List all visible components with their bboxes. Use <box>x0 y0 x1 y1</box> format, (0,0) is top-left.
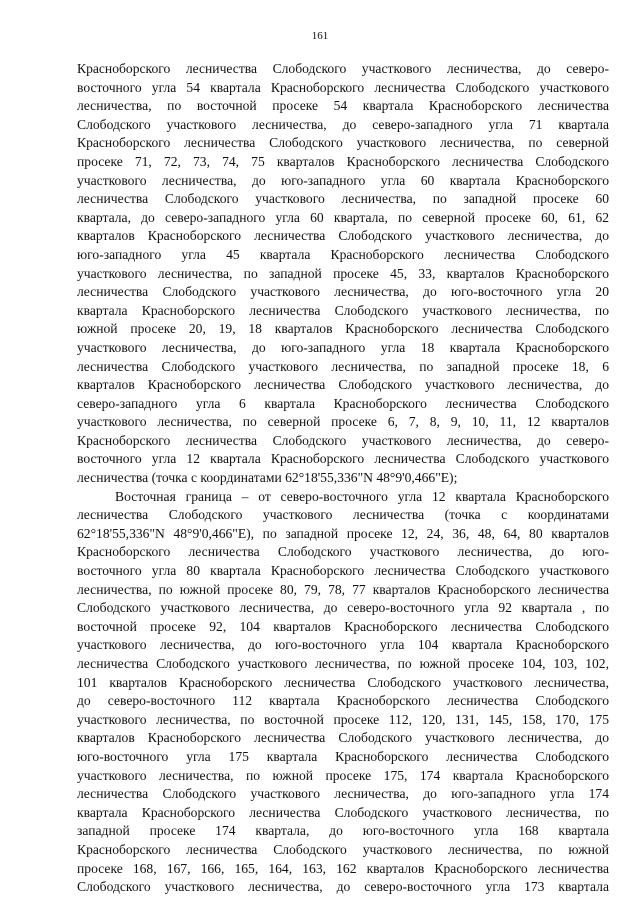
text-line: Восточная граница – от северо-восточного угла 12 квартала Красноборского <box>115 488 609 504</box>
text-line: лесничества Слободского участкового лесничества (точка с координатами <box>77 507 609 523</box>
text-line: участкового лесничества, по восточной просеке 112, 120, 131, 145, 158, 170, 175 <box>77 711 609 727</box>
text-line: Слободского участкового лесничества, до северо-восточного угла 173 квартала <box>77 879 609 895</box>
text-line: лесничества Слободского участкового лесничества, до юго-западного угла 174 <box>77 786 609 802</box>
text-line: квартала Красноборского лесничества Слободского участкового лесничества, по <box>77 302 609 318</box>
text-line: просеке 71, 72, 73, 74, 75 кварталов Красноборского лесничества Слободского <box>77 153 609 169</box>
text-line: кварталов Красноборского лесничества Слободского участкового лесничества, до <box>77 730 609 746</box>
page-number: 161 <box>311 30 329 42</box>
paragraph <box>77 488 609 897</box>
text-line: лесничества, по южной просеке 80, 79, 78, 77 кварталов Красноборского лесничества <box>77 581 609 597</box>
text-line: восточного угла 54 квартала Красноборского лесничества Слободского участкового <box>77 79 609 95</box>
text-line: Слободского участкового лесничества, до северо-восточного угла 92 квартала , по <box>77 600 609 616</box>
text-line: юго-западного угла 45 квартала Красноборского лесничества Слободского <box>77 246 609 262</box>
text-line: лесничества, по восточной просеке 54 квартала Красноборского лесничества <box>77 98 609 114</box>
text-line: лесничества Слободского участкового лесничества, по западной просеке 18, 6 <box>77 358 609 374</box>
text-line: лесничества Слободского участкового лесничества, до юго-восточного угла 20 <box>77 284 609 300</box>
text-line: участкового лесничества, до юго-восточного угла 104 квартала Красноборского <box>77 637 609 653</box>
text-line: северо-западного угла 6 квартала Красноборского лесничества Слободского <box>77 395 609 411</box>
text-line: участкового лесничества, по южной просеке 175, 174 квартала Красноборского <box>77 767 609 783</box>
text-line: Красноборского лесничества Слободского участкового лесничества, до северо- <box>77 432 609 448</box>
text-line: квартала, до северо-западного угла 60 квартала, по северной просеке 60, 61, 62 <box>77 209 609 225</box>
text-line: до северо-восточного 112 квартала Красноборского лесничества Слободского <box>77 693 609 709</box>
text-line: Красноборского лесничества Слободского участкового лесничества, до юго- <box>77 544 609 560</box>
text-line: Красноборского лесничества Слободского участкового лесничества, по северной <box>77 135 609 151</box>
text-line: восточного угла 80 квартала Красноборского лесничества Слободского участкового <box>77 563 609 579</box>
text-line: западной просеке 174 квартала, до юго-восточного угла 168 квартала <box>77 823 609 839</box>
text-line: просеке 168, 167, 166, 165, 164, 163, 162 кварталов Красноборского лесничества <box>77 860 609 876</box>
text-line: 101 кварталов Красноборского лесничества Слободского участкового лесничества, <box>77 674 609 690</box>
body-text <box>77 60 609 897</box>
text-line: 62°18'55,336"N 48°9'0,466"E), по западной просеке 12, 24, 36, 48, 64, 80 кварталов <box>77 525 609 541</box>
paragraph <box>77 60 609 488</box>
text-line: лесничества (точка с координатами 62°18'55,336"N 48°9'0,466"E); <box>77 470 458 486</box>
text-line: Слободского участкового лесничества, до северо-западного угла 71 квартала <box>77 116 609 132</box>
text-line: квартала Красноборского лесничества Слободского участкового лесничества, по <box>77 804 609 820</box>
text-line: юго-восточного угла 175 квартала Красноборского лесничества Слободского <box>77 748 609 764</box>
text-line: участкового лесничества, до юго-западного угла 60 квартала Красноборского <box>77 172 609 188</box>
text-line: восточного угла 12 квартала Красноборского лесничества Слободского участкового <box>77 451 609 467</box>
text-line: кварталов Красноборского лесничества Слободского участкового лесничества, до <box>77 377 609 393</box>
text-line: восточной просеке 92, 104 кварталов Красноборского лесничества Слободского <box>77 618 609 634</box>
text-line: участкового лесничества, по северной просеке 6, 7, 8, 9, 10, 11, 12 кварталов <box>77 414 609 430</box>
text-line: участкового лесничества, до юго-западного угла 18 квартала Красноборского <box>77 339 609 355</box>
text-line: участкового лесничества, по западной просеке 45, 33, кварталов Красноборского <box>77 265 609 281</box>
text-line: Красноборского лесничества Слободского участкового лесничества, до северо- <box>77 61 609 76</box>
text-line: Красноборского лесничества Слободского участкового лесничества, по южной <box>77 841 609 857</box>
text-line: южной просеке 20, 19, 18 кварталов Красноборского лесничества Слободского <box>77 321 609 337</box>
text-line: лесничества Слободского участкового лесничества, по южной просеке 104, 103, 102, <box>77 656 609 671</box>
text-line: кварталов Красноборского лесничества Слободского участкового лесничества, до <box>77 228 609 244</box>
text-line: лесничества Слободского участкового лесничества, по западной просеке 60 <box>77 191 609 207</box>
